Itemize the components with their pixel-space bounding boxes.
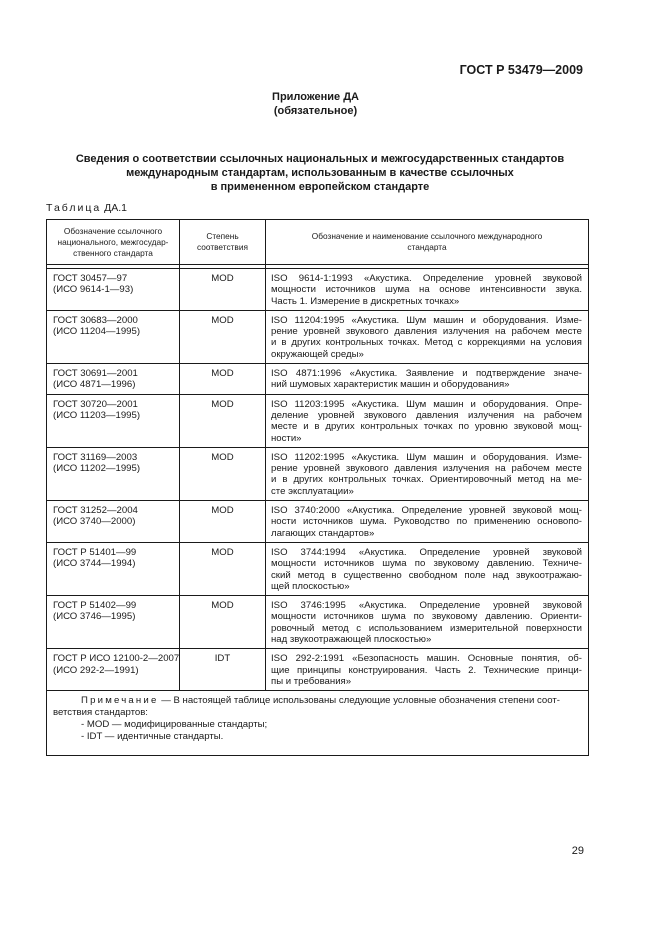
degree-cell: MOD xyxy=(180,542,266,595)
header-text: стандарта xyxy=(407,242,447,252)
table-row xyxy=(47,649,589,691)
cell-text: ГОСТ 31169—2003 xyxy=(53,451,138,463)
cell-text: ISO 3740:2000 «Акустика. Определение уровней звуковой мощ- xyxy=(271,505,582,517)
cell-text: мощности источников шума по звуковому давлению. Техниче- xyxy=(271,558,582,570)
international-standard-cell xyxy=(266,310,589,363)
cell-text: ности источников шума. Руководство по применению основопо- xyxy=(271,516,582,528)
header-text: Степень xyxy=(206,231,239,241)
cell-text: окружающей среды» xyxy=(271,348,364,360)
international-standard-cell xyxy=(266,501,589,543)
note-text: — В настоящей таблице использованы следующие условные обозначения степени соот- xyxy=(158,695,560,707)
header-text: Обозначение и наименование ссылочного международного xyxy=(311,231,543,241)
table-row xyxy=(47,542,589,595)
cell-text: ГОСТ 30683—2000 xyxy=(53,314,138,326)
cell-text: ний шумовых характеристик машин и оборудования» xyxy=(271,379,510,391)
appendix-subtitle: (обязательное) xyxy=(273,105,358,117)
national-standard-cell xyxy=(47,542,180,595)
national-standard-cell xyxy=(47,596,180,649)
national-standard-cell xyxy=(47,310,180,363)
table-note-row xyxy=(47,691,589,756)
cell-text: над звукоотражающей плоскостью» xyxy=(271,634,432,646)
cell-text: (ИСО 3746—1995) xyxy=(53,611,136,623)
document-code: ГОСТ Р 53479—2009 xyxy=(459,63,583,77)
appendix-title: Приложение ДА xyxy=(272,91,359,103)
table-row xyxy=(47,501,589,543)
note-label: Примечание xyxy=(81,695,159,707)
cell-text: щие принципы конструирования. Часть 2. Технические принци- xyxy=(271,664,582,676)
note-line xyxy=(81,695,582,707)
cell-text: ности» xyxy=(271,432,302,444)
table-row xyxy=(47,596,589,649)
international-standard-cell xyxy=(266,364,589,395)
international-standard-cell xyxy=(266,394,589,447)
cell-text: и в других контрольных точках. Ориентировочный метод на ме- xyxy=(271,474,582,486)
standards-table xyxy=(46,219,589,756)
page-number: 29 xyxy=(571,845,584,857)
cell-text: ГОСТ Р 51401—99 xyxy=(53,546,137,558)
cell-text: ISO 9614-1:1993 «Акустика. Определение уровней звуковой xyxy=(271,273,582,284)
cell-text: (ИСО 11204—1995) xyxy=(53,326,141,338)
table-row xyxy=(47,269,589,311)
national-standard-cell xyxy=(47,649,180,691)
heading-line: в примененном европейском стандарте xyxy=(210,181,430,193)
table-caption-number: ДА.1 xyxy=(104,202,127,214)
cell-text: ский метод в существенно свободном поле над звукоотражаю- xyxy=(271,569,582,581)
cell-text: лагающих стандартов» xyxy=(271,527,375,539)
cell-text: ГОСТ Р ИСО 12100-2—2007 xyxy=(53,653,180,665)
cell-text: ГОСТ 30457—97 xyxy=(53,273,128,284)
table-row xyxy=(47,310,589,363)
national-standard-cell xyxy=(47,269,180,311)
national-standard-cell xyxy=(47,447,180,500)
degree-cell: MOD xyxy=(180,364,266,395)
header-degree xyxy=(180,220,266,265)
cell-text: (ИСО 11202—1995) xyxy=(53,463,141,475)
cell-text: деление уровней звукового давления излучения на рабочем xyxy=(271,409,582,421)
heading-line: международным стандартам, использованным в качестве ссылочных xyxy=(126,167,514,179)
header-text: соответствия xyxy=(197,242,248,252)
international-standard-cell xyxy=(266,649,589,691)
degree-cell: MOD xyxy=(180,394,266,447)
cell-text: ISO 4871:1996 «Акустика. Заявление и подтверждение значе- xyxy=(271,368,582,380)
national-standard-cell xyxy=(47,394,180,447)
note-item: - MOD — модифицированные стандарты; xyxy=(81,719,268,731)
heading-line: Сведения о соответствии ссылочных национальных и межгосударственных стандартов xyxy=(75,153,565,165)
degree-cell: IDT xyxy=(180,649,266,691)
international-standard-cell xyxy=(266,447,589,500)
degree-cell: MOD xyxy=(180,501,266,543)
international-standard-cell xyxy=(266,269,589,311)
national-standard-cell xyxy=(47,364,180,395)
cell-text: и в других контрольных точках. Метод с коррекциями на условия xyxy=(271,337,582,349)
table-caption xyxy=(46,202,127,214)
table-body xyxy=(47,269,589,756)
appendix-header xyxy=(0,90,631,118)
cell-text: ровочный метод с использованием измерительной поверхности xyxy=(271,622,582,634)
cell-text: ISO 292-2:1991 «Безопасность машин. Основные понятия, об- xyxy=(271,653,582,665)
cell-text: рение уровней звукового давления излучения на рабочем месте xyxy=(271,326,582,338)
cell-text: ISO 11203:1995 «Акустика. Шум машин и оборудования. Опре- xyxy=(271,398,582,410)
cell-text: (ИСО 11203—1995) xyxy=(53,409,141,421)
cell-text: (ИСО 3740—2000) xyxy=(53,516,136,528)
cell-text: (ИСО 3744—1994) xyxy=(53,558,136,570)
degree-cell: MOD xyxy=(180,269,266,311)
cell-text: (ИСО 292-2—1991) xyxy=(53,664,139,676)
cell-text: сте эксплуатации» xyxy=(271,485,354,497)
cell-text: (ИСО 4871—1996) xyxy=(53,379,136,391)
cell-text: рение уровней звукового давления излучения на рабочем месте xyxy=(271,463,582,475)
cell-text: ГОСТ 31252—2004 xyxy=(53,505,138,517)
header-international-standard xyxy=(266,220,589,265)
header-text: национального, межгосудар- xyxy=(57,236,169,247)
cell-text: мощности источников шума по звуковому давлению. Ориенти- xyxy=(271,611,582,623)
table-header-row xyxy=(47,220,589,265)
section-heading xyxy=(50,152,590,194)
header-text: Обозначение ссылочного xyxy=(63,225,163,236)
cell-text: Часть 1. Измерение в дискретных точках» xyxy=(271,295,460,307)
cell-text: ISO 11202:1995 «Акустика. Шум машин и оборудования. Изме- xyxy=(271,451,582,463)
table-note xyxy=(47,691,589,756)
national-standard-cell xyxy=(47,501,180,543)
degree-cell: MOD xyxy=(180,310,266,363)
header-national-standard xyxy=(47,220,180,265)
international-standard-cell xyxy=(266,542,589,595)
cell-text: (ИСО 9614-1—93) xyxy=(53,284,134,296)
degree-cell: MOD xyxy=(180,596,266,649)
note-line: ветствия стандартов: xyxy=(53,707,148,719)
degree-cell: MOD xyxy=(180,447,266,500)
cell-text: месте и в других контрольных точках по уровню звуковой мощ- xyxy=(271,421,582,433)
table-row xyxy=(47,447,589,500)
cell-text: ISO 3744:1994 «Акустика. Определение уровней звуковой xyxy=(271,546,582,558)
cell-text: ГОСТ Р 51402—99 xyxy=(53,600,137,612)
table-row xyxy=(47,364,589,395)
cell-text: мощности источников шума на основе интенсивности звука. xyxy=(271,284,582,296)
cell-text: ГОСТ 30720—2001 xyxy=(53,398,138,410)
cell-text: ISO 3746:1995 «Акустика. Определение уровней звуковой xyxy=(271,600,582,612)
cell-text: ГОСТ 30691—2001 xyxy=(53,368,138,380)
table-caption-word: Таблица xyxy=(46,202,102,214)
cell-text: щей плоскостью» xyxy=(271,580,350,592)
note-item: - IDT — идентичные стандарты. xyxy=(81,731,224,743)
cell-text: ISO 11204:1995 «Акустика. Шум машин и оборудования. Изме- xyxy=(271,314,582,326)
table-row xyxy=(47,394,589,447)
international-standard-cell xyxy=(266,596,589,649)
cell-text: пы и требования» xyxy=(271,675,352,687)
header-text: ственного стандарта xyxy=(73,247,153,258)
